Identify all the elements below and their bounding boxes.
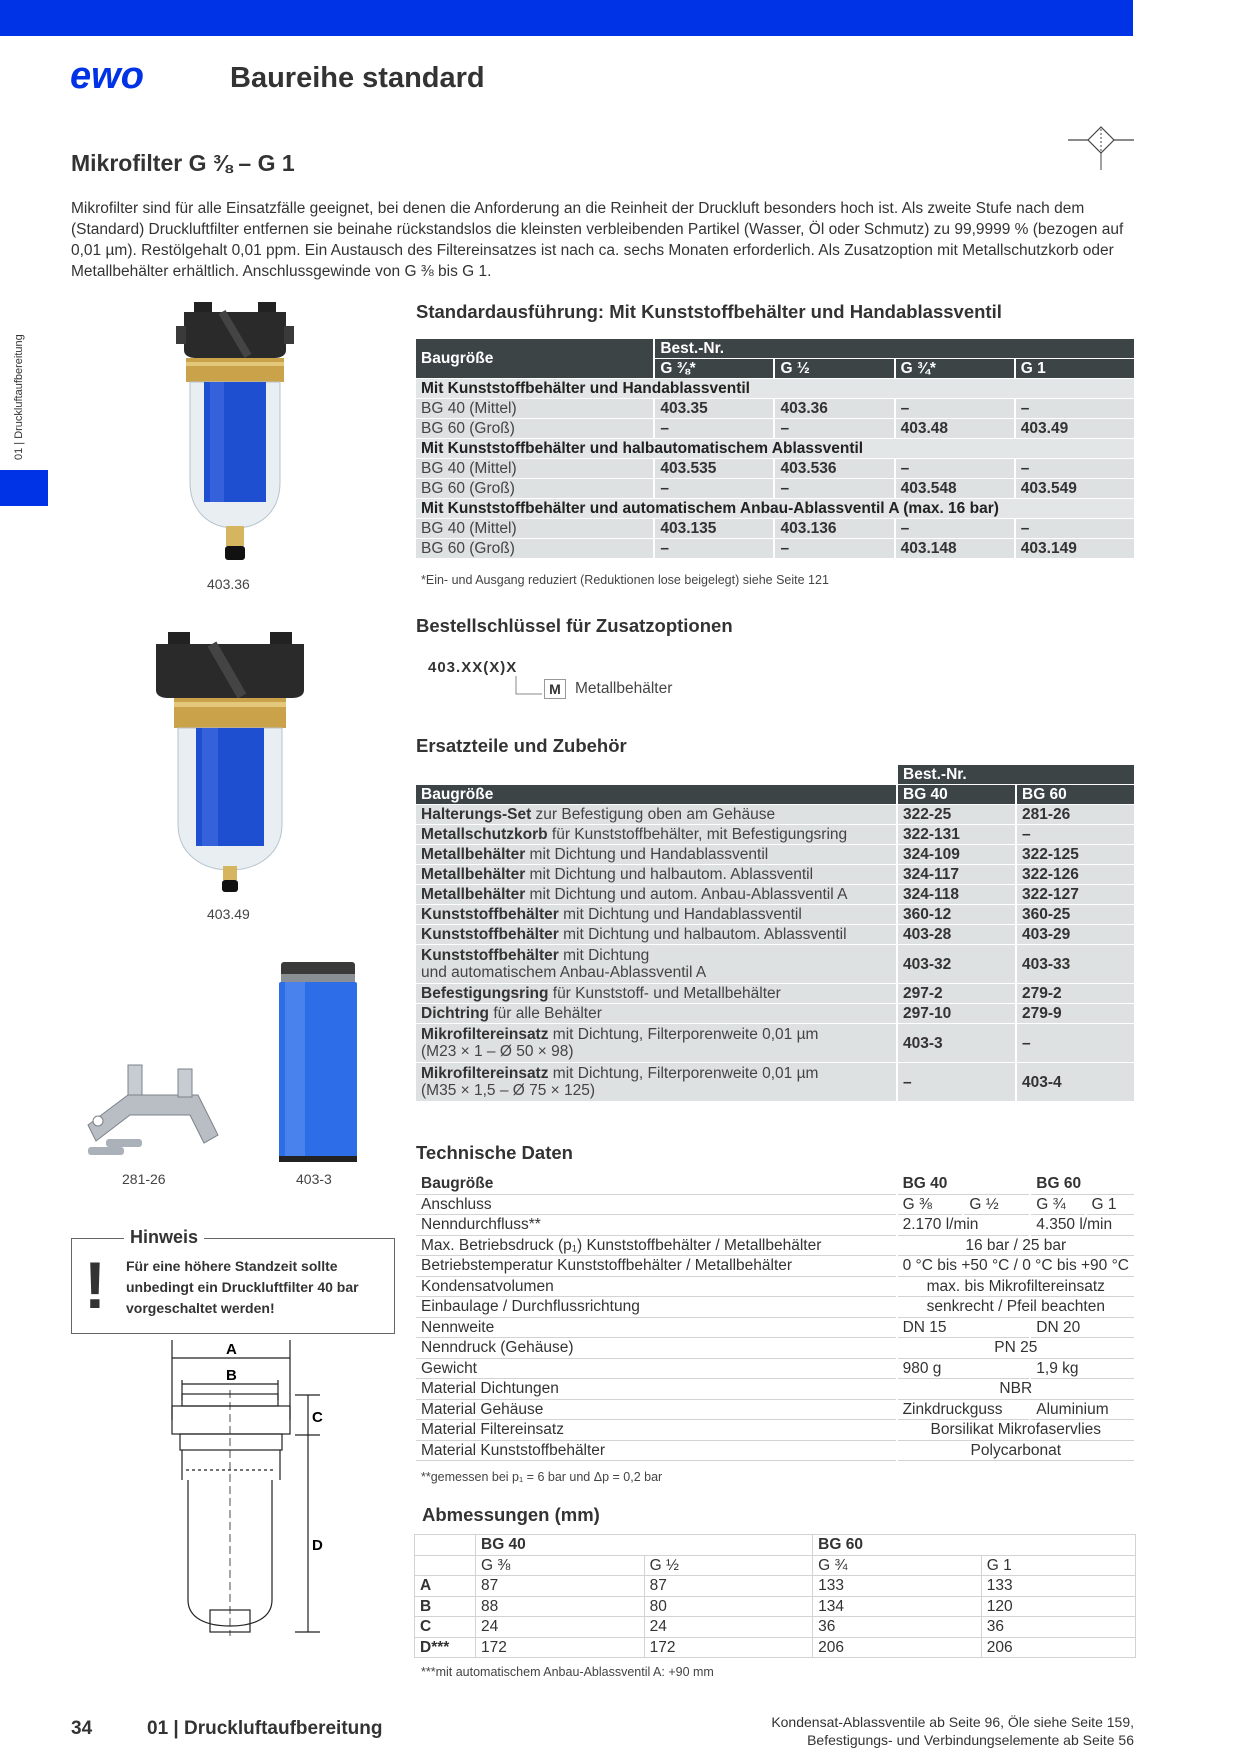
order-number: 324-117: [898, 865, 1015, 885]
order-number: 403-33: [1017, 945, 1134, 984]
svg-text:D: D: [312, 1537, 323, 1554]
part-desc: mit Dichtung und halbautom. Ablassventil: [558, 926, 847, 943]
part-desc: mit Dichtung und Handablassventil: [525, 846, 769, 863]
filter-symbol-icon: [1068, 126, 1134, 172]
table-row: [416, 1063, 1134, 1102]
order-number: 403-4: [1017, 1063, 1134, 1102]
tech-title: Technische Daten: [416, 1142, 573, 1163]
tech-value: max. bis Mikrofiltereinsatz: [898, 1277, 1134, 1298]
part-desc: zur Befestigung oben am Gehäuse: [531, 806, 776, 823]
order-number: 403.148: [896, 539, 1014, 559]
part-description: [416, 905, 896, 925]
dim-value: 24: [476, 1617, 645, 1638]
key-connector: [514, 676, 544, 700]
table-row: [416, 399, 1134, 419]
tech-value: DN 15: [898, 1318, 1030, 1339]
dim-value: 88: [476, 1596, 645, 1617]
order-number: 403-29: [1017, 925, 1134, 945]
part-description: [416, 845, 896, 865]
tech-value: BG 60: [1031, 1174, 1134, 1195]
filter-image-large: [150, 630, 310, 895]
dim-value: 133: [813, 1576, 982, 1597]
table-row: [416, 1256, 1134, 1277]
part-name: Kunststoffbehälter: [421, 926, 559, 943]
table-row: [416, 479, 1134, 499]
part-desc-line2: und automatischem Anbau-Ablassventil A: [421, 964, 707, 981]
table-row: [415, 1617, 1136, 1638]
order-number: 403.548: [896, 479, 1014, 499]
thread-header: G ⅜: [476, 1555, 645, 1576]
page-number: 34: [71, 1718, 93, 1739]
order-number: 279-9: [1017, 1004, 1134, 1024]
order-number: 281-26: [1017, 805, 1134, 825]
order-number: 403.35: [655, 399, 773, 419]
order-number: 322-127: [1017, 885, 1134, 905]
order-number: –: [775, 419, 893, 439]
dims-title: Abmessungen (mm): [422, 1504, 600, 1525]
tech-value: G ⅜: [898, 1195, 963, 1216]
part-description: [416, 925, 896, 945]
table-row: [416, 885, 1134, 905]
order-number: 403.49: [1016, 419, 1134, 439]
tech-value: G ½: [964, 1195, 1029, 1216]
dim-value: 120: [981, 1596, 1135, 1617]
table-row: [416, 1004, 1134, 1024]
part-desc: mit Dichtung, Filterporenweite 0,01 µm: [548, 1026, 819, 1043]
tech-value: G ¾: [1031, 1195, 1084, 1216]
table-row: [416, 805, 1134, 825]
order-number: –: [1017, 825, 1134, 845]
tech-label: Material Gehäuse: [416, 1400, 896, 1421]
tech-label: Kondensatvolumen: [416, 1277, 896, 1298]
image-caption-3: 281-26: [122, 1171, 166, 1187]
table-row: [416, 1400, 1134, 1421]
table-row: [416, 1338, 1134, 1359]
tech-label: Material Kunststoffbehälter: [416, 1441, 896, 1462]
dim-value: 172: [476, 1637, 645, 1658]
dim-value: 172: [644, 1637, 813, 1658]
footer-note: Kondensat-Ablassventile ab Seite 96, Öle siehe Seite 159,: [771, 1714, 1134, 1730]
table-row: [415, 1596, 1136, 1617]
tech-value: 1,9 kg: [1031, 1359, 1134, 1380]
image-caption-2: 403.49: [207, 906, 250, 922]
tech-label: Nenndurchfluss**: [416, 1215, 896, 1236]
tech-table: [414, 1174, 1136, 1461]
tech-value: NBR: [898, 1379, 1134, 1400]
part-name: Halterungs-Set: [421, 806, 532, 823]
filter-image-plastic-bowl: [170, 300, 300, 570]
dim-key: B: [415, 1596, 476, 1617]
dim-value: 206: [813, 1637, 982, 1658]
order-code: 403.XX(X)X: [428, 659, 518, 676]
order-number: 403.536: [775, 459, 893, 479]
parts-table: [414, 765, 1136, 1102]
tech-value: 4.350 l/min: [1031, 1215, 1134, 1236]
order-number: –: [896, 459, 1014, 479]
standard-footnote: *Ein- und Ausgang reduziert (Reduktionen lose beigelegt) siehe Seite 121: [421, 573, 829, 587]
part-desc: für Kunststoffbehälter, mit Befestigungsring: [547, 826, 848, 843]
tech-value: Borsilikat Mikrofaservlies: [898, 1420, 1134, 1441]
order-number: 403.535: [655, 459, 773, 479]
group-row: [416, 439, 1134, 459]
tech-label: Baugröße: [416, 1174, 896, 1195]
warning-exclamation-icon: !: [84, 1248, 106, 1322]
part-name: Metallschutzkorb: [421, 826, 548, 843]
col-bg60: BG 60: [1017, 785, 1134, 805]
group-row: [416, 379, 1134, 399]
tech-value: PN 25: [898, 1338, 1134, 1359]
group-row: [416, 499, 1134, 519]
part-desc: mit Dichtung, Filterporenweite 0,01 µm: [548, 1065, 819, 1082]
part-description: [416, 825, 896, 845]
tech-label: Betriebstemperatur Kunststoffbehälter / Metallbehälter: [416, 1256, 896, 1277]
order-number: –: [655, 539, 773, 559]
standard-title: Standardausführung: Mit Kunststoffbehälter und Handablassventil: [416, 301, 1002, 322]
tech-value: Polycarbonat: [898, 1441, 1134, 1462]
order-number: –: [655, 419, 773, 439]
thread-header: G 1: [1016, 359, 1134, 379]
table-row: [416, 1297, 1134, 1318]
group-label: Mit Kunststoffbehälter und halbautomatischem Ablassventil: [416, 439, 1134, 459]
tech-label: Material Dichtungen: [416, 1379, 896, 1400]
side-tab: [0, 470, 48, 506]
table-row: [416, 1195, 1134, 1216]
order-number: 360-25: [1017, 905, 1134, 925]
table-row: [416, 1174, 1134, 1195]
image-caption-4: 403-3: [296, 1171, 332, 1187]
dim-key: C: [415, 1617, 476, 1638]
table-row: [415, 1637, 1136, 1658]
order-number: 297-10: [898, 1004, 1015, 1024]
tech-footnote: **gemessen bei p₁ = 6 bar und Δp = 0,2 bar: [421, 1470, 663, 1484]
part-description: [416, 1063, 896, 1102]
table-row: [415, 1576, 1136, 1597]
table-row: [416, 459, 1134, 479]
part-name: Metallbehälter: [421, 846, 526, 863]
footer-note: Befestigungs- und Verbindungselemente ab Seite 56: [807, 1732, 1134, 1748]
order-number: –: [896, 519, 1014, 539]
order-number: 322-25: [898, 805, 1015, 825]
size-cell: BG 60 (Groß): [416, 479, 653, 499]
table-row: [416, 1024, 1134, 1063]
thread-header: G ½: [775, 359, 893, 379]
table-row: [416, 539, 1134, 559]
thread-header: G 1: [981, 1555, 1135, 1576]
part-desc: für alle Behälter: [489, 1005, 602, 1022]
part-desc: mit Dichtung: [558, 947, 650, 964]
part-name: Dichtring: [421, 1005, 490, 1022]
part-name: Mikrofiltereinsatz: [421, 1065, 549, 1082]
order-number: –: [1016, 399, 1134, 419]
table-row: [416, 825, 1134, 845]
part-description: [416, 865, 896, 885]
size-cell: BG 40 (Mittel): [416, 519, 653, 539]
tech-value: 0 °C bis +50 °C / 0 °C bis +90 °C: [898, 1256, 1134, 1277]
order-number: 403-28: [898, 925, 1015, 945]
dim-value: 134: [813, 1596, 982, 1617]
part-desc: mit Dichtung und autom. Anbau-Ablassventil A: [525, 886, 848, 903]
part-desc: mit Dichtung und halbautom. Ablassventil: [525, 866, 814, 883]
tech-value: senkrecht / Pfeil beachten: [898, 1297, 1134, 1318]
table-row: [416, 1379, 1134, 1400]
part-name: Metallbehälter: [421, 866, 526, 883]
order-number: 322-126: [1017, 865, 1134, 885]
tech-value: DN 20: [1031, 1318, 1134, 1339]
side-label: 01 | Druckluftaufbereitung: [13, 334, 25, 460]
part-description: [416, 885, 896, 905]
order-number: 403-32: [898, 945, 1015, 984]
table-row: [416, 1441, 1134, 1462]
dim-value: 87: [644, 1576, 813, 1597]
table-row: [415, 1555, 1136, 1576]
order-number: 324-118: [898, 885, 1015, 905]
dim-value: 24: [644, 1617, 813, 1638]
order-number: 403.149: [1016, 539, 1134, 559]
table-row: [416, 984, 1134, 1004]
order-number: 403.135: [655, 519, 773, 539]
footer-notes: [771, 1713, 1134, 1749]
dim-value: 87: [476, 1576, 645, 1597]
tech-value: Zinkdruckguss: [898, 1400, 1030, 1421]
table-row: [416, 905, 1134, 925]
tech-value: 2.170 l/min: [898, 1215, 1030, 1236]
dims-footnote: ***mit automatischem Anbau-Ablassventil A: +90 mm: [421, 1665, 714, 1679]
order-number: 403.48: [896, 419, 1014, 439]
dims-header: BG 40: [476, 1535, 813, 1556]
table-row: [416, 519, 1134, 539]
part-name: Befestigungsring: [421, 985, 549, 1002]
parts-title: Ersatzteile und Zubehör: [416, 735, 627, 756]
order-number: 279-2: [1017, 984, 1134, 1004]
note-title: Hinweis: [124, 1227, 204, 1248]
dimension-drawing: [150, 1340, 330, 1640]
dim-key: A: [415, 1576, 476, 1597]
key-title: Bestellschlüssel für Zusatzoptionen: [416, 615, 733, 636]
standard-table: [414, 339, 1136, 559]
order-number: 297-2: [898, 984, 1015, 1004]
tech-value: BG 40: [898, 1174, 1030, 1195]
page-title: Mikrofilter G ⅜ – G 1: [71, 150, 295, 176]
part-description: [416, 984, 896, 1004]
ewo-logo: [70, 56, 170, 96]
dims-header: BG 60: [813, 1535, 1136, 1556]
tech-value: G 1: [1087, 1195, 1134, 1216]
note-text: Für eine höhere Standzeit sollte unbedingt ein Druckluftfilter 40 bar vorgeschaltet werden!: [126, 1258, 359, 1316]
group-label: Mit Kunststoffbehälter und Handablassventil: [416, 379, 1134, 399]
footer-section: 01 | Druckluftaufbereitung: [147, 1718, 383, 1739]
table-row: [416, 1420, 1134, 1441]
series-title: Baureihe standard: [230, 62, 485, 94]
order-number: –: [775, 479, 893, 499]
svg-text:ewo: ewo: [70, 56, 144, 96]
order-number: 403-3: [898, 1024, 1015, 1063]
thread-header: G ½: [644, 1555, 813, 1576]
part-description: [416, 1024, 896, 1063]
size-cell: BG 40 (Mittel): [416, 399, 653, 419]
tech-label: Material Filtereinsatz: [416, 1420, 896, 1441]
order-number: –: [1016, 519, 1134, 539]
dim-value: 36: [813, 1617, 982, 1638]
svg-text:A: A: [226, 1341, 237, 1358]
svg-text:C: C: [312, 1409, 323, 1426]
col-order: Best.-Nr.: [898, 765, 1134, 785]
dim-value: 36: [981, 1617, 1135, 1638]
part-name: Mikrofiltereinsatz: [421, 1026, 549, 1043]
part-description: [416, 1004, 896, 1024]
option-label: Metallbehälter: [575, 680, 673, 697]
size-cell: BG 60 (Groß): [416, 419, 653, 439]
order-number: 403.36: [775, 399, 893, 419]
dim-value: 80: [644, 1596, 813, 1617]
order-number: 403.549: [1016, 479, 1134, 499]
tech-label: Gewicht: [416, 1359, 896, 1380]
tech-label: Nenndruck (Gehäuse): [416, 1338, 896, 1359]
size-cell: BG 40 (Mittel): [416, 459, 653, 479]
thread-header: G ¾*: [896, 359, 1014, 379]
part-name: Kunststoffbehälter: [421, 906, 559, 923]
col-size: Baugröße: [416, 785, 896, 805]
part-desc-line2: (M35 × 1,5 – Ø 75 × 125): [421, 1082, 596, 1099]
image-caption-1: 403.36: [207, 576, 250, 592]
tech-label: Max. Betriebsdruck (p₁) Kunststoffbehälter / Metallbehälter: [416, 1236, 896, 1257]
table-row: [416, 1359, 1134, 1380]
part-name: Kunststoffbehälter: [421, 947, 559, 964]
dims-table: [414, 1534, 1136, 1658]
order-number: 322-131: [898, 825, 1015, 845]
col-size: Baugröße: [416, 339, 653, 379]
order-number: –: [898, 1063, 1015, 1102]
tech-label: Nennweite: [416, 1318, 896, 1339]
size-cell: BG 60 (Groß): [416, 539, 653, 559]
col-order: Best.-Nr.: [655, 339, 1134, 359]
part-description: [416, 945, 896, 984]
part-desc: für Kunststoff- und Metallbehälter: [548, 985, 781, 1002]
order-number: 360-12: [898, 905, 1015, 925]
option-code: M: [544, 679, 566, 699]
thread-header: G ⅜*: [655, 359, 773, 379]
dim-key: D***: [415, 1637, 476, 1658]
thread-header: G ¾: [813, 1555, 982, 1576]
tech-value: 16 bar / 25 bar: [898, 1236, 1134, 1257]
table-row: [416, 865, 1134, 885]
dim-value: 133: [981, 1576, 1135, 1597]
table-row: [416, 845, 1134, 865]
table-row: [415, 1535, 1136, 1556]
top-bar: [0, 0, 1133, 36]
table-row: [416, 925, 1134, 945]
order-number: 324-109: [898, 845, 1015, 865]
group-label: Mit Kunststoffbehälter und automatischem Anbau-Ablassventil A (max. 16 bar): [416, 499, 1134, 519]
part-description: [416, 805, 896, 825]
tech-value: Aluminium: [1031, 1400, 1134, 1421]
table-row: [416, 945, 1134, 984]
table-row: [416, 1215, 1134, 1236]
table-row: [416, 1277, 1134, 1298]
order-number: –: [775, 539, 893, 559]
order-number: –: [1016, 459, 1134, 479]
part-name: Metallbehälter: [421, 886, 526, 903]
order-number: 322-125: [1017, 845, 1134, 865]
tech-value: 980 g: [898, 1359, 1030, 1380]
table-row: [416, 1318, 1134, 1339]
col-bg40: BG 40: [898, 785, 1015, 805]
table-row: [416, 419, 1134, 439]
table-row: [416, 1236, 1134, 1257]
tech-label: Anschluss: [416, 1195, 896, 1216]
order-number: –: [655, 479, 773, 499]
order-number: –: [1017, 1024, 1134, 1063]
svg-text:B: B: [226, 1367, 237, 1384]
filter-insert-image: [275, 960, 361, 1165]
dim-value: 206: [981, 1637, 1135, 1658]
order-number: 403.136: [775, 519, 893, 539]
intro-text: Mikrofilter sind für alle Einsatzfälle geeignet, bei denen die Anforderung an die Reinheit der Druckluft besonders hoch ist. Als zweite Stufe nach dem (Standard) Druckluftfilter entfernen sie beinahe rückstandslos die kleinsten verbleibenden Partikel (Wasser, Öl oder Schmutz) zu 99,9999 % (bezogen auf 0,01 µm). Restölgehalt 0,01 ppm. Ein Austausch des Filtereinsatzes ist nach ca. sechs Monaten erforderlich. Als Zusatzoption mit Metallschutzkorb oder Metallbehälter erhältlich. Anschlussgewinde von G ⅜ bis G 1.: [71, 200, 1124, 280]
bracket-image: [78, 1055, 228, 1165]
part-desc: mit Dichtung und Handablassventil: [558, 906, 802, 923]
part-desc-line2: (M23 × 1 – Ø 50 × 98): [421, 1043, 574, 1060]
tech-label: Einbaulage / Durchflussrichtung: [416, 1297, 896, 1318]
order-number: –: [896, 399, 1014, 419]
